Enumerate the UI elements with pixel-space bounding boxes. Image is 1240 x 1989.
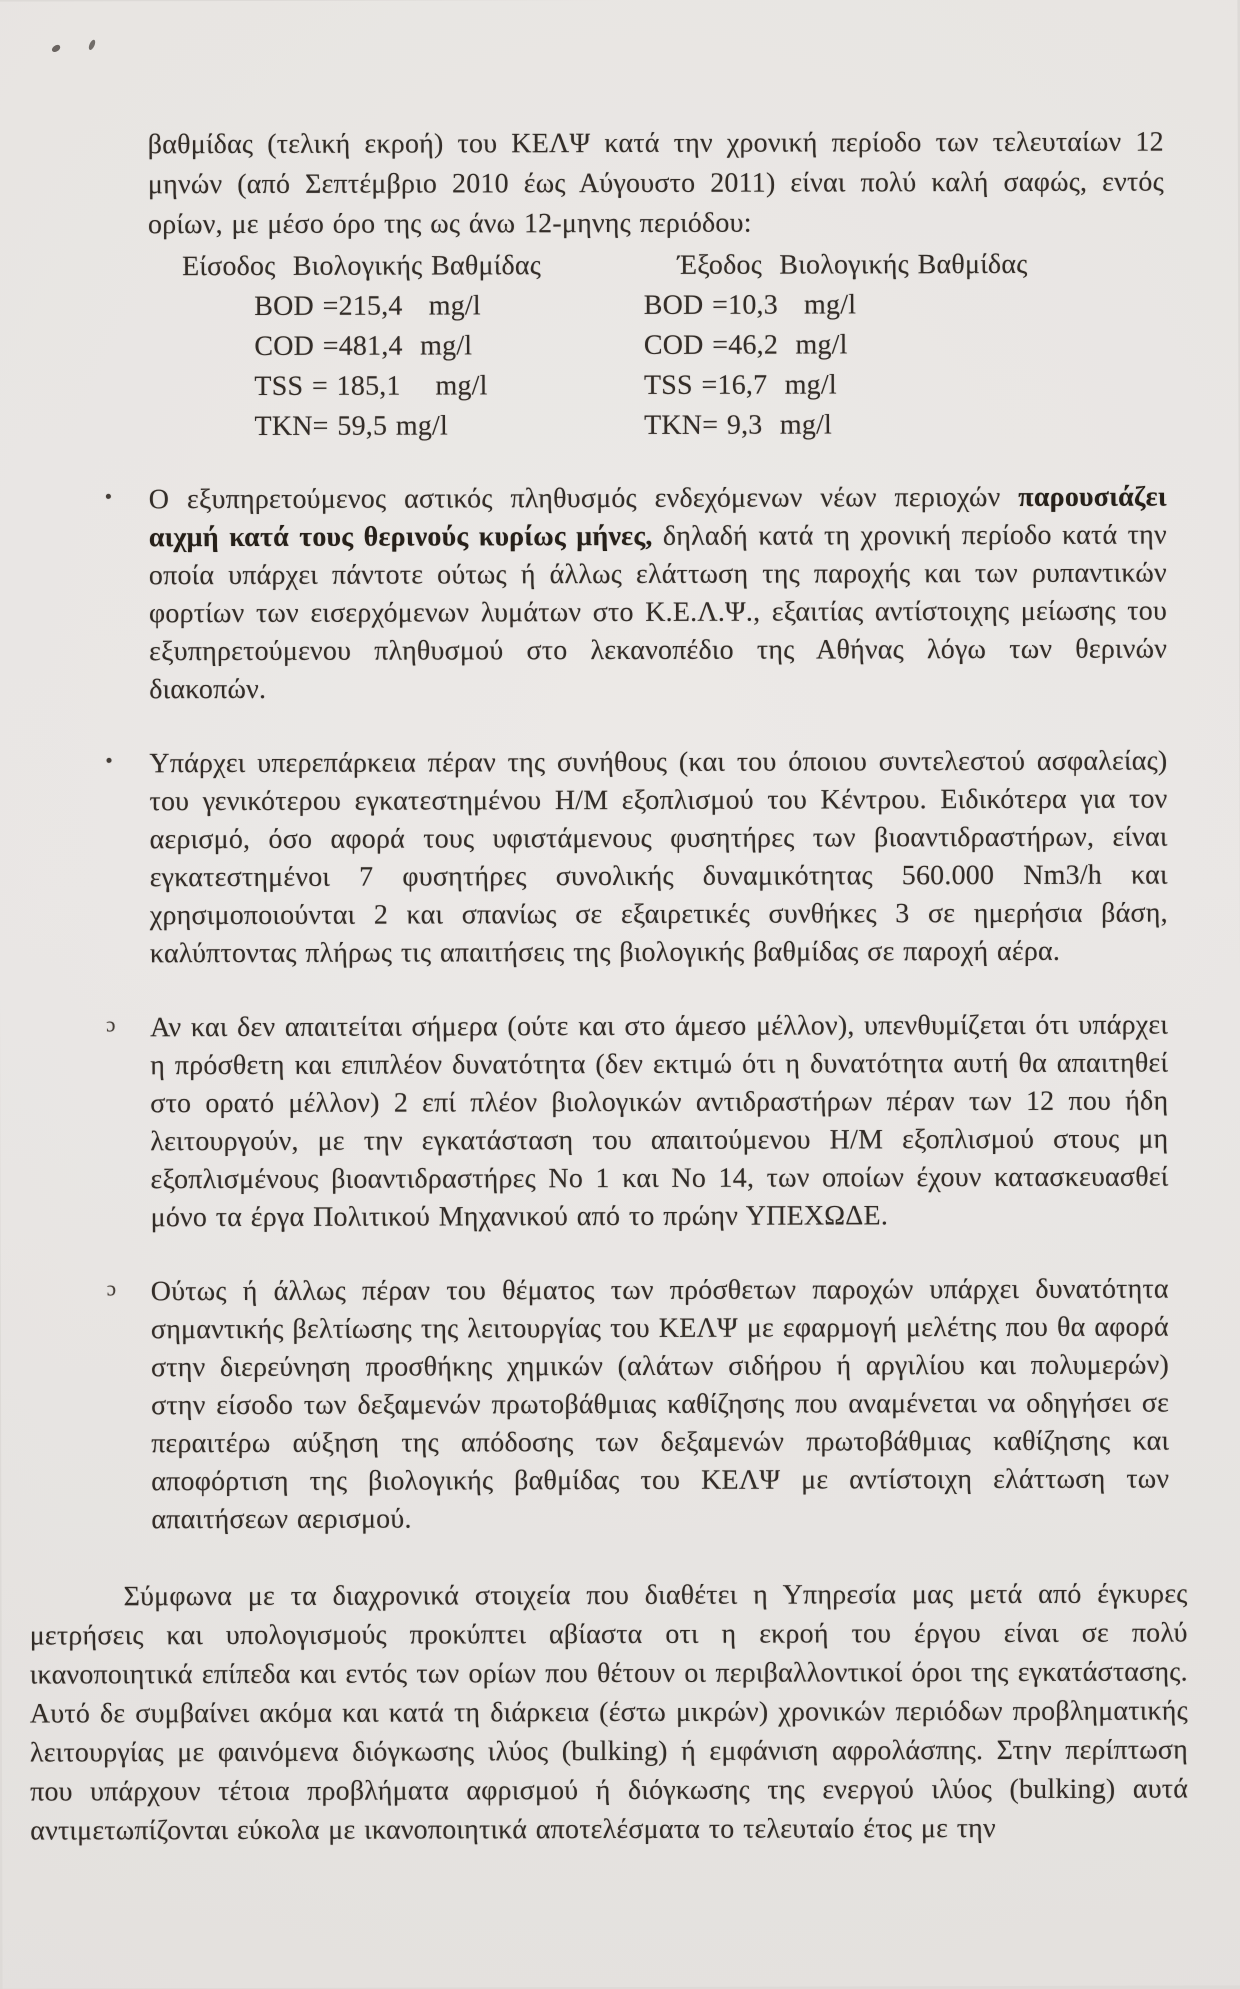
closing-section <box>1 1536 1240 1850</box>
bullet-text-rest: δηλαδή κατά τη χρονική περίοδο κατά την οποία υπάρχει πάντοτε ούτως ή άλλως ελάττωση της παροχής και των ρυπαντικών φορτίων των εισερχόμενων λυμάτων στο Κ.Ε.Λ.Ψ., εξαιτίας αντίστοιχης μείωσης του εξυπηρετούμενου πληθυσμού στο λεκανοπέδιο της Αθήνας λόγω των θερινών διακοπών. <box>148 519 1168 706</box>
bullet-item-equipment-surplus <box>105 743 1168 974</box>
measurements-table <box>0 242 1239 447</box>
bullet-text <box>149 479 1168 710</box>
bullet-icon: • <box>104 484 113 509</box>
bullet-list <box>0 444 1240 1539</box>
outlet-row-tss: TSS =16,7 mg/l <box>643 369 837 401</box>
bullet-icon: ɔ <box>106 1276 117 1301</box>
inlet-column-header: Είσοδος Βιολογικής Βαθμίδας <box>182 250 542 283</box>
inlet-row-tkn: TKN= 59,5 mg/l <box>254 410 449 442</box>
outlet-column <box>644 245 1165 446</box>
inlet-row-tss: TSS = 185,1 mg/l <box>254 370 488 402</box>
bullet-text: Υπάρχει υπερεπάρκεια πέραν της συνήθους (και του όποιου συντελεστού ασφαλείας) του γενικότερου εγκατεστημένου Η/Μ εξοπλισμού του Κέντρου. Ειδικότερα για τον αερισμό, όσο αφορά τους υφιστάμενους φυσητήρες των βιοαντιδραστήρων, είναι εγκατεστημένοι 7 φυσητήρες συνολικής δυναμικότητας 560.000 Nm3/h και χρησιμοποιούνται 2 και σπανίως σε εξαιρετικές συνθήκες 3 σε ημερήσια βάση, καλύπτοντας πλήρως τις απαιτήσεις της βιολογικής βαθμίδας σε παροχή αέρα. <box>149 745 1168 970</box>
inlet-row-cod: COD =481,4 mg/l <box>254 330 473 362</box>
bullet-text: Αν και δεν απαιτείται σήμερα (ούτε και στο άμεσο μέλλον), υπενθυμίζεται ότι υπάρχει η πρόσθετη και επιπλέον δυνατότητα (δεν εκτιμώ ότι η δυνατότητα αυτή θα απαιτηθεί στο ορατό μέλλον) 2 επί πλέον βιολογικών αντιδραστήρων πέραν των 12 που ήδη λειτουργούν, με την εγκατάσταση του απαιτούμενου Η/Μ εξοπλισμού στους μη εξοπλισμένους βιοαντιδραστήρες Νο 1 και Νο 14, των οποίων έχουν κατασκευασθεί μόνο τα έργα Πολιτικού Μηχανικού από το πρώην ΥΠΕΧΩΔΕ. <box>150 1009 1169 1234</box>
inlet-column <box>182 246 644 447</box>
intro-section <box>0 0 1238 246</box>
outlet-row-tkn: TKN= 9,3 mg/l <box>644 409 833 441</box>
outlet-row-bod: BOD =10,3 mg/l <box>643 289 857 321</box>
inlet-row-bod: BOD =215,4 mg/l <box>254 290 481 322</box>
bullet-icon: ɔ <box>106 1012 116 1037</box>
intro-paragraph: βαθμίδας (τελική εκροή) του ΚΕΛΨ κατά την χρονική περίοδο των τελευταίων 12 μηνών (από Σεπτέμβριο 2010 έως Αύγουστο 2011) είναι πολύ καλή σαφώς, εντός ορίων, με μέσο όρο της ως άνω 12-μηνης περιόδου: <box>147 126 1164 241</box>
bullet-item-population <box>105 479 1168 710</box>
bullet-item-extra-reactors <box>106 1007 1169 1238</box>
outlet-column-header: Έξοδος Βιολογικής Βαθμίδας <box>677 248 1028 281</box>
bullet-text-lead: Ο εξυπηρετούμενος αστικός πληθυσμός ενδεχόμενων νέων περιοχών <box>148 481 1019 516</box>
bullet-item-chemical-study <box>107 1271 1170 1540</box>
bullet-icon: • <box>105 748 113 773</box>
outlet-row-cod: COD =46,2 mg/l <box>643 329 848 361</box>
bullet-text-bold: παρουσιάζει αιχμή κατά τους θερινούς κυρίως μήνες, <box>148 481 1167 554</box>
bullet-text: Ούτως ή άλλως πέραν του θέματος των πρόσθετων παροχών υπάρχει δυνατότητα σημαντικής βελτίωσης της λειτουργίας του ΚΕΛΨ με εφαρμογή μελέτης που θα αφορά στην διερεύνηση προσθήκης χημικών (αλάτων σιδήρου ή αργιλίου και πολυμερών) στην είσοδο των δεξαμενών πρωτοβάθμιας καθίζησης που αναμένεται να οδηγήσει σε περαιτέρω αύξηση της απόδοσης των δεξαμενών πρωτοβάθμιας καθίζησης και αποφόρτιση της βιολογικής βαθμίδας του ΚΕΛΨ με αντίστοιχη ελάττωση των απαιτήσεων αερισμού. <box>150 1273 1170 1536</box>
closing-paragraph: Σύμφωνα με τα διαχρονικά στοιχεία που διαθέτει η Υπηρεσία μας μετά από έγκυρες μετρήσεις και υπολογισμούς προκύπτει αβίαστα οτι η εκροή του έργου είναι σε πολύ ικανοποιητικά επίπεδα και εντός των ορίων που θέτουν οι περιβαλλοντικοί όροι της εγκατάστασης. Αυτό δε συμβαίνει ακόμα και κατά τη διάρκεια (έστω μικρών) χρονικών περιόδων προβληματικής λειτουργίας με φαινόμενα διόγκωσης ιλύος (bulking) ή εμφάνιση αφρολάσπης. Στην περίπτωση που υπάρχουν τέτοια προβλήματα αφρισμού ή διόγκωσης της ενεργού ιλύος (bulking) αυτά αντιμετωπίζονται εύκολα με ικανοποιητικά αποτελέσματα το τελευταίο έτος με την <box>29 1578 1189 1847</box>
